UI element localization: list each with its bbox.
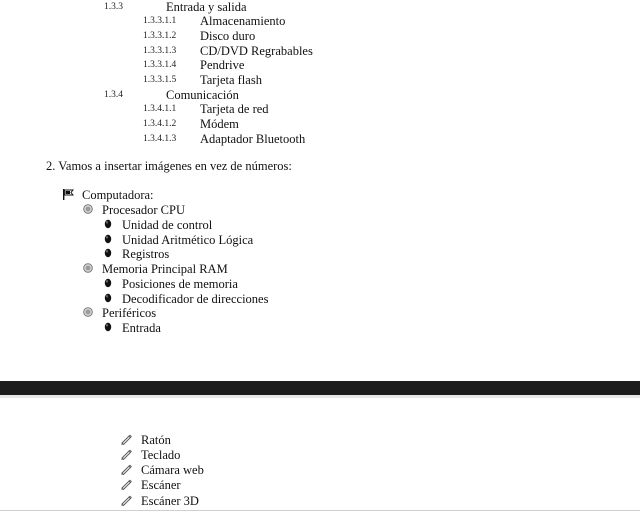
outline-number: 1.3.3.1.4: [143, 60, 177, 70]
outline-item: Adaptador Bluetooth: [200, 132, 306, 146]
black-pebble-icon: [104, 219, 112, 229]
pencil-icon: [120, 494, 132, 506]
outline-number: 1.3.3.1.2: [143, 31, 177, 41]
outline-number: 1.3.4.1.3: [143, 134, 177, 144]
list-item: Posiciones de memoria: [122, 277, 238, 291]
black-pebble-icon: [104, 322, 112, 332]
outline-number: 1.3.3: [104, 2, 123, 12]
list-item: Unidad de control: [122, 218, 213, 232]
page-break-bar: [0, 381, 640, 395]
outline-item: CD/DVD Regrabables: [200, 44, 313, 58]
page-edge: [0, 510, 640, 511]
outline-number: 1.3.4.1.1: [143, 104, 177, 114]
pencil-icon: [120, 478, 132, 490]
outline-number: 1.3.3.1.3: [143, 46, 177, 56]
pencil-icon: [120, 433, 132, 445]
outline-heading: Entrada y salida: [166, 0, 247, 14]
black-pebble-icon: [104, 234, 112, 244]
list-item: Periféricos: [102, 306, 157, 320]
outline-item: Módem: [200, 117, 239, 131]
flag-icon: [62, 189, 74, 200]
outline-item: Pendrive: [200, 58, 245, 72]
outline-number: 1.3.4: [104, 90, 123, 100]
pencil-icon: [120, 463, 132, 475]
outline-number: 1.3.4.1.2: [143, 119, 177, 129]
list-item: Registros: [122, 247, 170, 261]
black-pebble-icon: [104, 248, 112, 258]
outline-item: Disco duro: [200, 29, 256, 43]
outline-number: 1.3.3.1.5: [143, 75, 177, 85]
outline-number: 1.3.3.1.1: [143, 16, 177, 26]
list-item: Decodificador de direcciones: [122, 292, 269, 306]
outline-item: Tarjeta flash: [200, 73, 262, 87]
outline-item: Almacenamiento: [200, 14, 286, 28]
pencil-icon: [120, 448, 132, 460]
list-item: Ratón: [141, 433, 171, 447]
section-heading: 2. Vamos a insertar imágenes en vez de números:: [46, 159, 292, 173]
list-item: Procesador CPU: [102, 203, 185, 217]
list-root-item: Computadora:: [82, 188, 154, 202]
list-item: Cámara web: [141, 463, 204, 477]
outline-item: Tarjeta de red: [200, 102, 269, 116]
list-item: Teclado: [141, 448, 181, 462]
list-item: Unidad Aritmético Lógica: [122, 233, 254, 247]
list-item: Memoria Principal RAM: [102, 262, 228, 276]
black-pebble-icon: [104, 278, 112, 288]
circle-bullet-icon: [83, 307, 93, 317]
list-item: Escáner: [141, 478, 181, 492]
list-item: Escáner 3D: [141, 494, 199, 508]
outline-heading: Comunicación: [166, 88, 239, 102]
page-break-shadow: [0, 395, 640, 398]
list-item: Entrada: [122, 321, 161, 335]
circle-bullet-icon: [83, 263, 93, 273]
circle-bullet-icon: [83, 204, 93, 214]
black-pebble-icon: [104, 293, 112, 303]
